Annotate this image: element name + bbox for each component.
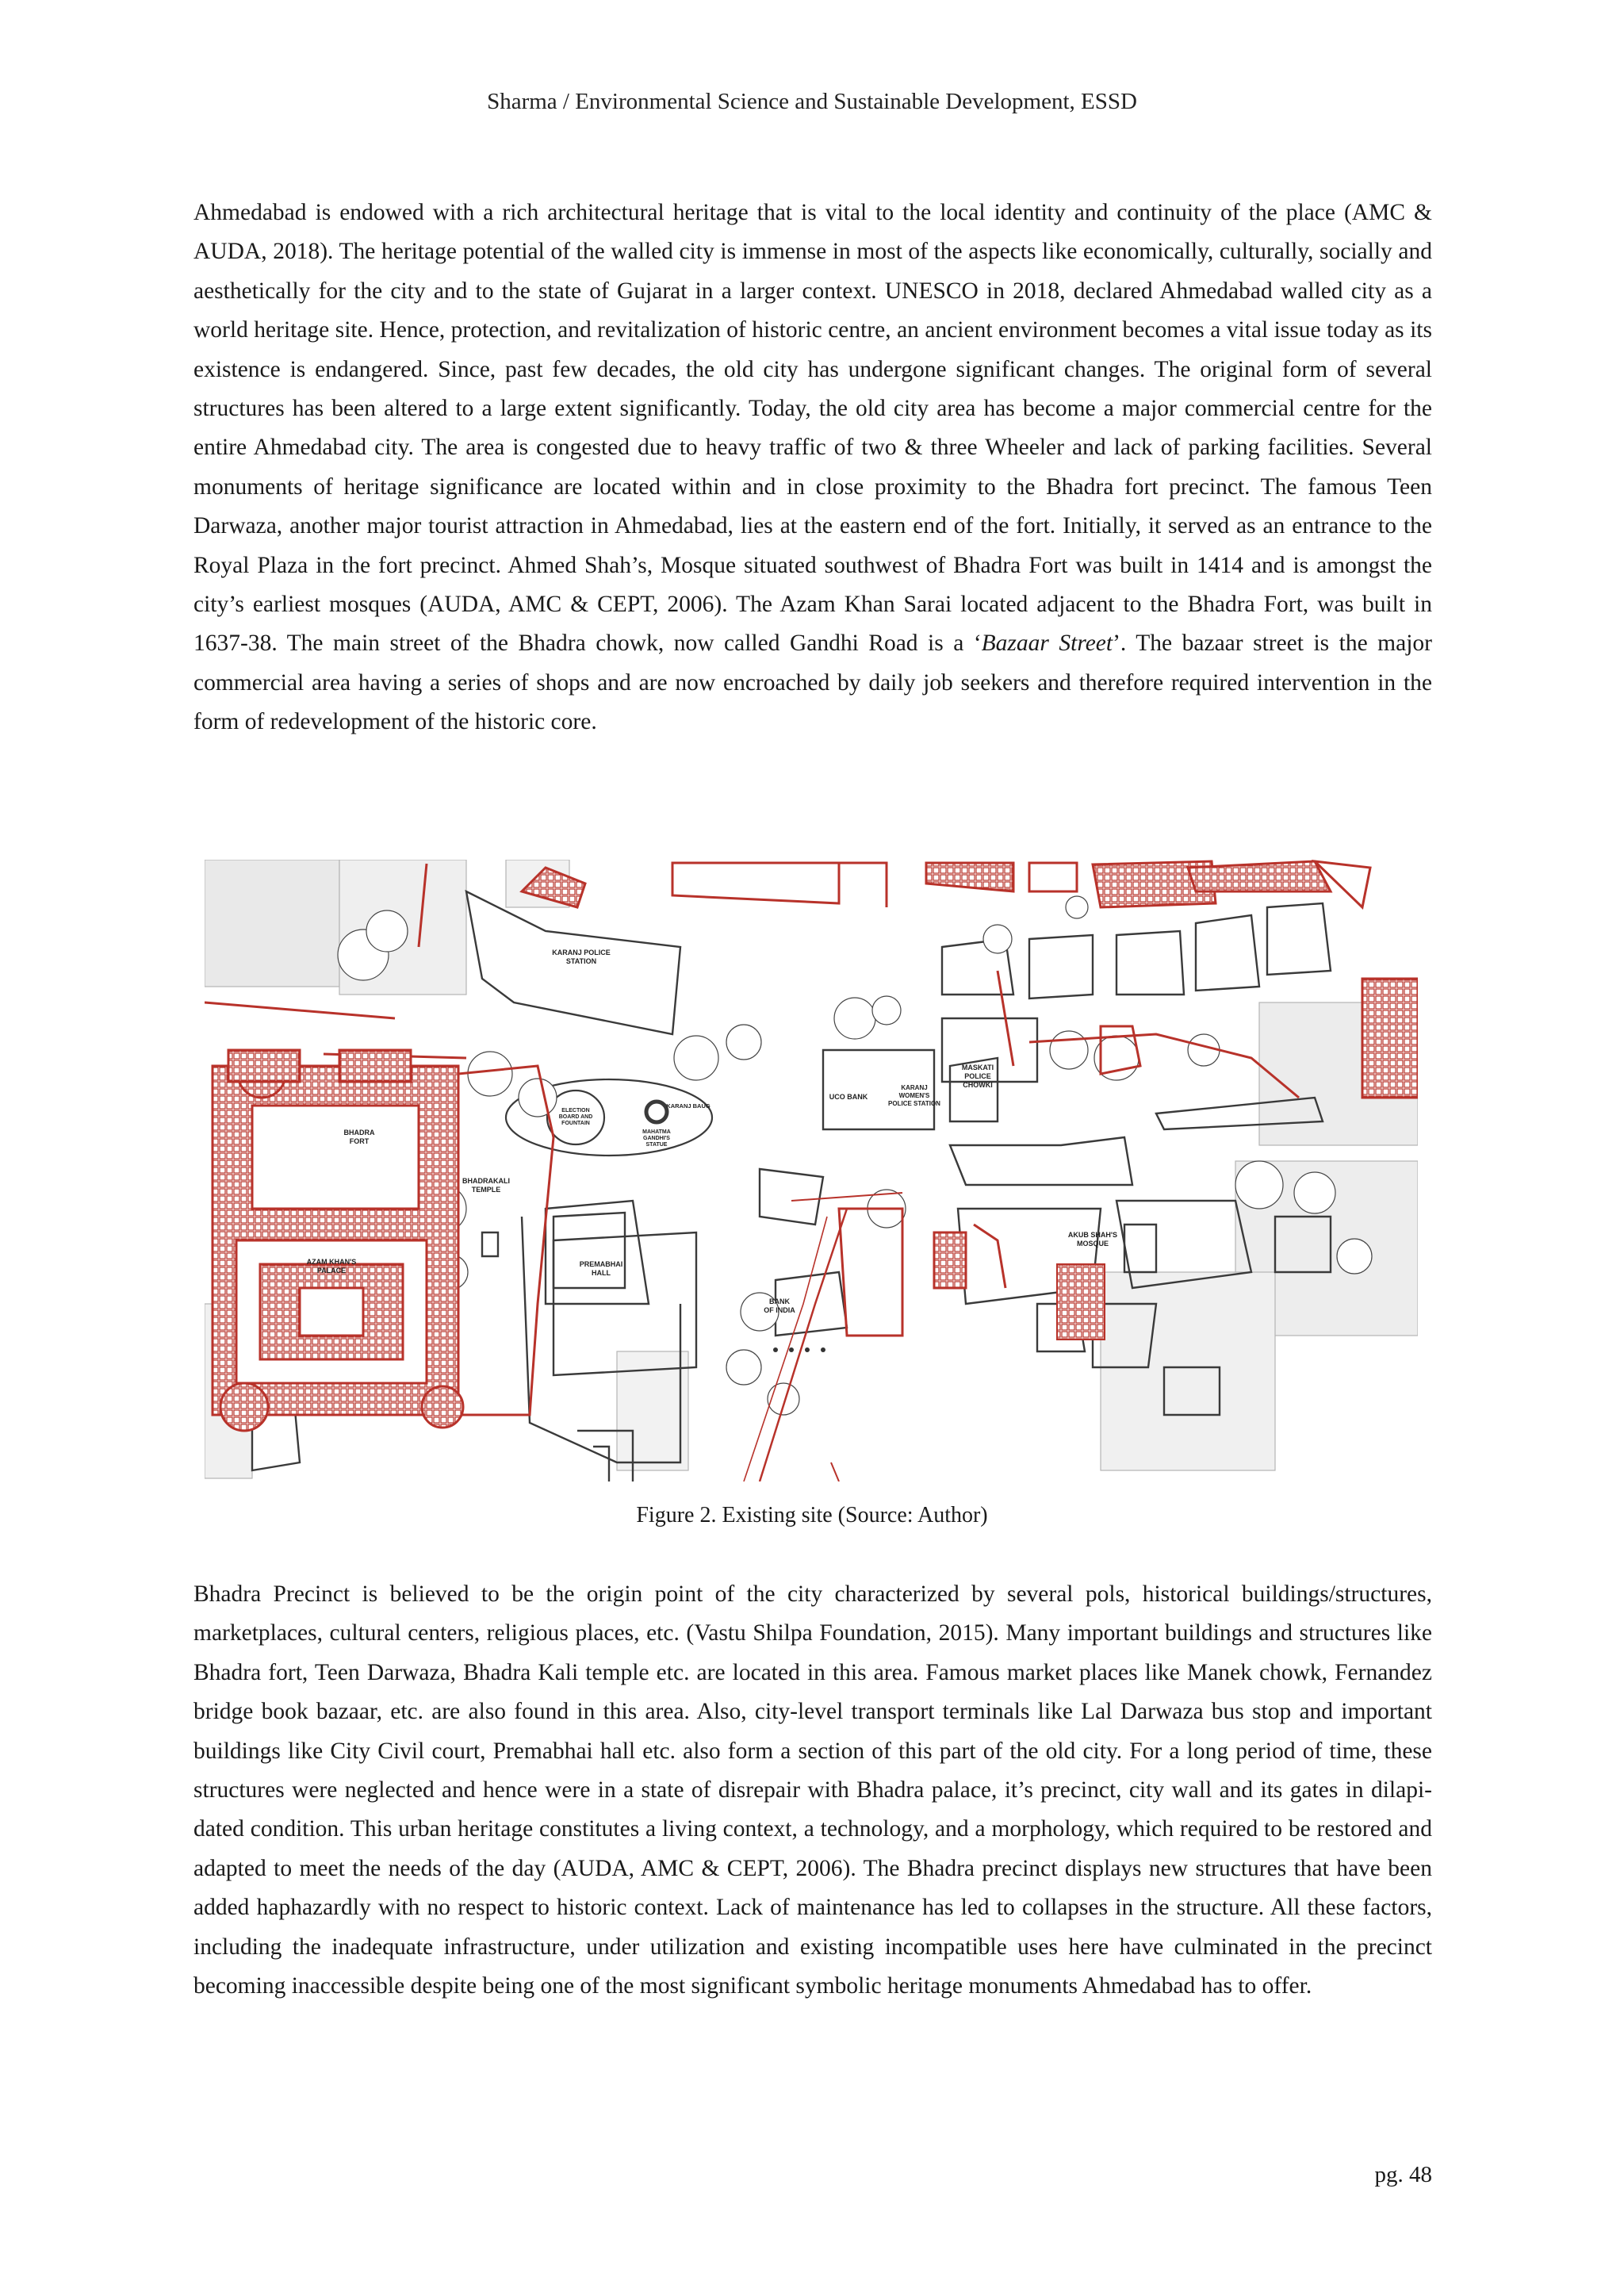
karanj-police-label: KARANJ POLICE STATION (552, 949, 611, 965)
karanj-baug-label: KARANJ BAUG (666, 1102, 710, 1110)
bazaar-street-italic: Bazaar Street (981, 631, 1113, 657)
body-paragraph-1 (193, 194, 1432, 742)
azam-khan-palace-label: AZAM KHAN'S PALACE (306, 1258, 357, 1274)
paragraph-1-text-b: ’. The bazaar street is the major commercial area having a series of shops and are now encroached by daily job seekers and therefore required intervention in the form of redevelopment of the historic core. (193, 631, 1432, 735)
site-map-drawing (205, 860, 1418, 1481)
page-number: pg. 48 (1374, 2162, 1432, 2187)
site-map-figure (205, 860, 1418, 1481)
figure-caption: Figure 2. Existing site (Source: Author) (636, 1503, 988, 1527)
maskati-chowki-label: MASKATI POLICE CHOWKI (961, 1064, 994, 1089)
paragraph-1-text-a: Ahmedabad is endowed with a rich architectural heritage that is vital to the local identity and continuity of the place (AMC & AUDA, 2018). The heritage potential of the walled city is immense in most of the aspects like economically, culturally, socially and aesthetically for the city and to the state of Gujarat in a larger context. UNESCO in 2018, declared Ahmedabad walled city as a world heritage site. Hence, protection, and revitalization of historic centre, an ancient environment becomes a vital issue today as its existence is endangered. Since, past few decades, the old city has undergone significant changes. The original form of several structures has been altered to a large extent significantly. Today, the old city area has become a major commercial centre for the entire Ahmedabad city. The area is congested due to heavy traffic of two & three Wheeler and lack of parking facilities. Several monuments of heritage significance are located within and in close proximity to the Bhadra fort precinct. The famous Teen Darwaza, another major tourist attraction in Ahmedabad, lies at the eastern end of the fort. Initially, it served as an entrance to the Royal Plaza in the fort precinct. Ahmed Shah’s, Mosque situated southwest of Bhadra Fort was built in 1414 and is amongst the city’s earliest mosques (AUDA, AMC & CEPT, 2006). The Azam Khan Sarai located adjacent to the Bhadra Fort, was built in 1637-38. The main street of the Bhadra chowk, now called Gandhi Road is a ‘ (193, 200, 1432, 657)
akub-shah-mosque-label: AKUB SHAH'S MOSQUE (1067, 1231, 1118, 1248)
akub-shah-mosque-plan (1057, 1264, 1105, 1340)
bhadra-fort-label: BHADRA FORT (343, 1129, 375, 1145)
premabhai-hall-label: PREMABHAI HALL (579, 1260, 623, 1277)
bhadra-fort-complex (213, 1050, 553, 1431)
gandhi-statue-label: MAHATMA GANDHI'S STATUE (642, 1129, 671, 1148)
bank-of-india-label: BANK OF INDIA (764, 1297, 795, 1314)
uco-bank-label: UCO BANK (829, 1093, 868, 1101)
body-paragraph-2: Bhadra Precinct is believed to be the origin point of the city characterized by several pols, historical buildings/structures, marketplaces, cultural centers, religious places, etc. (Vastu Shilpa Foundation, 2015). Many important buildings and structures like Bhadra fort, Teen Darwaza, Bhadra Kali temple etc. are located in this area. Famous market places like Manek chowk, Fernandez bridge book bazaar, etc. are also found in this area. Also, city-level transport terminals like Lal Darwaza bus stop and important buildings like City Civil court, Premabhai hall etc. also form a section of this part of the old city. For a long period of time, these structures were neglected and hence were in a state of disrepair with Bhadra palace, it’s precinct, city wall and its gates in dilapidated condition. This urban heritage constitutes a living context, a technology, and a morphology, which required to be restored and adapted to meet the needs of the day (AUDA, AMC & CEPT, 2006). The Bhadra precinct displays new structures that have been added haphazardly with no respect to historic context. Lack of maintenance has led to collapses in the structure. All these factors, including the inadequate infrastructure, under utilization and existing incompatible uses here have culminated in the precinct becoming inaccessible despite being one of the most significant symbolic heritage monuments Ahmedabad has to offer. (193, 1581, 1432, 1999)
karanj-women-police-label: KARANJ WOMEN'S POLICE STATION (888, 1084, 940, 1107)
running-header: Sharma / Environmental Science and Sustainable Development, ESSD (487, 89, 1137, 114)
circle-island-label: ELECTION BOARD AND FOUNTAIN (558, 1108, 593, 1126)
bhadrakali-temple-label: BHADRAKALI TEMPLE (462, 1177, 510, 1194)
